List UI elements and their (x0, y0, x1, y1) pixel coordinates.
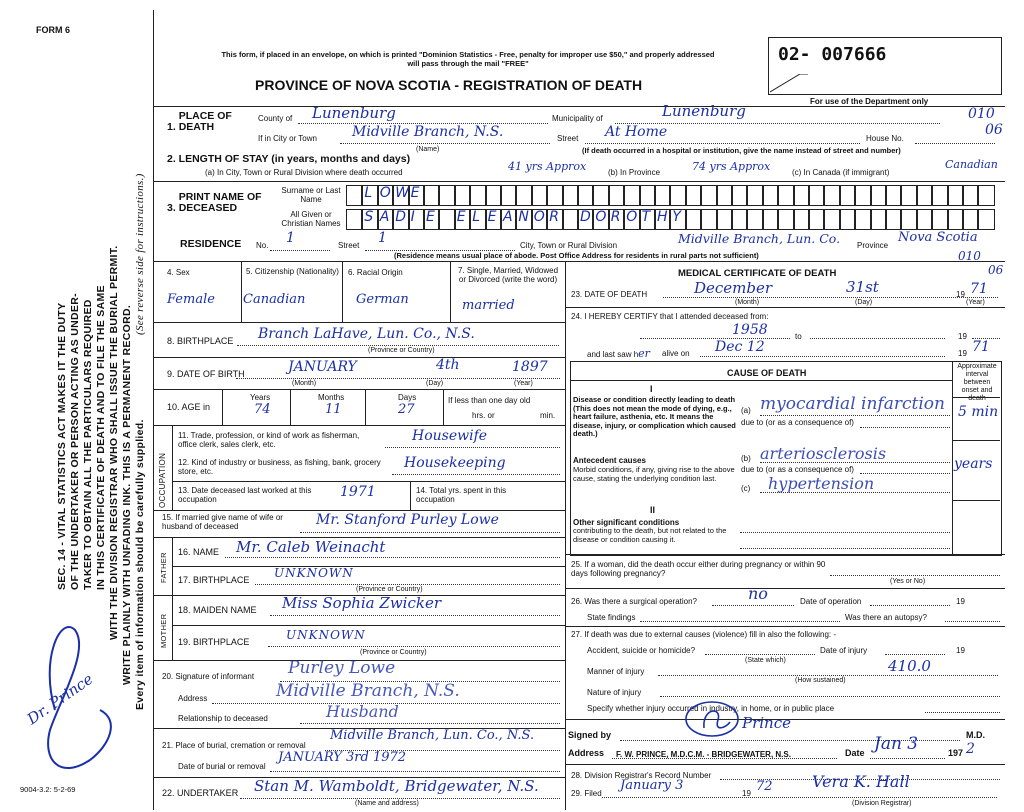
informant-sig-label: 20. Signature of informant (162, 672, 255, 681)
mother-name-label: 18. MAIDEN NAME (178, 605, 257, 615)
name-letter: O (595, 209, 607, 225)
death-year: 71 (970, 281, 988, 297)
street-value: At Home (605, 124, 668, 140)
name-letter: E (456, 209, 466, 225)
spouse-label: 15. If married give name of wife or husband of deceased (162, 513, 283, 531)
father-birthplace: UNKNOWN (274, 566, 354, 580)
box-corner-icon (770, 74, 810, 96)
certify-label: 24. I HEREBY CERTIFY that I attended deceased from: (571, 312, 769, 321)
registration-number: 02- 007666 (778, 44, 887, 65)
name-letter: A (379, 209, 390, 225)
racial-value: German (356, 292, 409, 307)
signed-address-label: Address (568, 748, 605, 758)
mother-name: Miss Sophia Zwicker (282, 594, 441, 612)
total-years-label: 14. Total yrs. spent in this occupation (416, 486, 507, 504)
cause-a: myocardial infarction (760, 394, 945, 414)
name-letter: D (580, 209, 591, 225)
filed-year: 72 (756, 779, 773, 794)
birthplace-hint: (Province or Country) (368, 347, 435, 354)
form-title: PROVINCE OF NOVA SCOTIA - REGISTRATION OF DEATH (255, 77, 643, 93)
surname-label: Surname or Last Name (281, 186, 341, 204)
operation-value: no (748, 584, 768, 603)
antecedent-label: Antecedent causes (573, 456, 646, 465)
stay-label: 2. LENGTH OF STAY (in years, months and days) (167, 153, 411, 165)
undertaker-value: Stan M. Wamboldt, Bridgewater, N.S. (254, 777, 539, 795)
residence-no-label: No. (256, 241, 269, 250)
municipality-label: Municipality of (552, 114, 603, 123)
record-number-label: 28. Division Registrar's Record Number (571, 771, 712, 780)
dob-month: JANUARY (288, 359, 357, 375)
operation-label: 26. Was there a surgical operation? (571, 597, 697, 606)
dob-day: 4th (436, 357, 460, 373)
mother-side-label: MOTHER (159, 613, 168, 648)
trade-label: 11. Trade, profession, or kind of work as fisherman, office clerk, sales clerk, etc. (178, 431, 360, 449)
age-days: 27 (398, 402, 415, 417)
residence-province-label: Province (857, 241, 889, 250)
stay-b-label: (b) In Province (608, 168, 661, 177)
residence-no: 1 (286, 230, 295, 246)
name-letter: R (610, 209, 621, 225)
father-birthplace-label: 17. BIRTHPLACE (178, 575, 250, 585)
doctor-signature: Prince (742, 714, 791, 732)
name-letter: A (503, 209, 513, 225)
county-value: Lunenburg (312, 104, 396, 122)
spouse-value: Mr. Stanford Purley Lowe (316, 512, 499, 528)
citizenship-value: Canadian (243, 292, 306, 307)
name-letter: O (626, 209, 638, 225)
side-instructions-5: WITH THE DIVISION REGISTRAR WHO SHALL ISSUE THE BURIAL PERMIT. (108, 245, 120, 640)
municipality-value: Lunenburg (662, 102, 746, 120)
signed-label: Signed by (568, 730, 612, 740)
house-label: House No. (866, 134, 904, 143)
stay-c-label: (c) In Canada (if immigrant) (792, 168, 890, 177)
name-letter: W (395, 185, 410, 201)
external-code: 410.0 (888, 657, 931, 675)
side-instructions-4: IN THIS CERTIFICATE OF DEATH AND TO FILE THE SAME (95, 285, 107, 590)
residence-division: Midville Branch, Lun. Co. (678, 231, 841, 246)
side-instructions-3: TAKER TO OBTAIN ALL THE PARTICULARS REQUIRED (82, 299, 94, 590)
sex-label: 4. Sex (167, 268, 190, 277)
marital-label: 7. Single, Married, Widowed or Divorced (write the word) (457, 266, 559, 284)
form-label: FORM 6 (36, 25, 71, 35)
last-saw-gender: er (638, 347, 650, 360)
name-letter-box (977, 185, 994, 206)
name-letter: R (549, 209, 559, 225)
dob-label: 9. DATE OF BIRTH (167, 369, 245, 379)
mother-birthplace-label: 19. BIRTHPLACE (178, 637, 250, 647)
margin-signature-scribble (0, 600, 150, 800)
name-letter: O (379, 185, 391, 201)
informant-relationship: Husband (326, 702, 399, 721)
name-letter: N (518, 209, 529, 225)
side-instructions-2: OF THE UNDERTAKER OR PERSON ACTING AS UNDER- (69, 293, 81, 590)
filed-label: 29. Filed (571, 789, 602, 798)
father-name-label: 16. NAME (178, 547, 220, 557)
racial-label: 6. Racial Origin (348, 268, 403, 277)
county-label: County of (258, 114, 293, 123)
signed-year: 2 (966, 741, 975, 757)
external-label: 27. If death was due to external causes (violence) fill in also the following: - (571, 630, 837, 639)
informant-address-label: Address (178, 694, 208, 703)
death-day: 31st (846, 278, 879, 296)
father-name: Mr. Caleb Weinacht (236, 538, 386, 556)
stay-b-value: 74 yrs Approx (692, 160, 771, 173)
informant-address: Midville Branch, N.S. (276, 681, 460, 701)
given-grid (346, 209, 996, 229)
residence-street: 1 (378, 230, 387, 246)
immediate-cause-label: Disease or condition directly leading to death (This does not mean the mode of dying, e.g., heart failure, asthenia, etc. It means the disease, injury, or complication which caused death.) (573, 395, 736, 438)
residence-street-label: Street (338, 241, 360, 250)
name-letter: E (487, 209, 497, 225)
trade-value: Housewife (412, 428, 488, 444)
undertaker-label: 22. UNDERTAKER (162, 788, 239, 798)
name-letter: H (657, 209, 668, 225)
medical-title: MEDICAL CERTIFICATE OF DEATH (678, 268, 837, 279)
stay-a-label: (a) In City, Town or Rural Division where death occurred (205, 168, 403, 177)
informant-signature: Purley Lowe (288, 658, 396, 678)
other-conditions-label: Other significant conditions (573, 518, 680, 527)
hospital-note: (If death occurred in a hospital or institution, give the name instead of street and number) (582, 146, 901, 155)
dept-code-1: 010 (968, 106, 995, 122)
given-label: All Given or Christian Names (281, 210, 341, 228)
industry-value: Housekeeping (404, 455, 506, 471)
name-letter: Y (672, 209, 681, 225)
residence-note: (Residence means usual place of abode. Post Office Address for residents in rural parts not sufficient) (394, 251, 759, 260)
form-code: 9004-3.2: 5-2-69 (20, 785, 76, 794)
side-instructions-8: Every item of information should be carefully supplied. (134, 419, 146, 710)
margin-signature: Dr. Prince (23, 669, 97, 729)
birthplace-value: Branch LaHave, Lun. Co., N.S. (258, 326, 475, 342)
alive-on-date: Dec 12 (715, 339, 765, 355)
city-value: Midville Branch, N.S. (352, 124, 504, 140)
side-instructions-1: SEC. 14 - VITAL STATISTICS ACT MAKES IT THE DUTY (56, 302, 68, 590)
cause-c: hypertension (768, 474, 875, 493)
signed-address: F. W. PRINCE, M.D.C.M. - BRIDGEWATER, N.S. (616, 750, 791, 759)
marital-value: married (462, 298, 515, 313)
cause-title: CAUSE OF DEATH (727, 368, 807, 378)
age-label: 10. AGE in (167, 402, 211, 412)
form-left-border (153, 10, 154, 810)
name-letter: S (364, 209, 374, 225)
stay-a-value: 41 yrs Approx (508, 160, 587, 173)
name-letter: E (410, 185, 420, 201)
attended-from: 1958 (732, 322, 768, 338)
name-letter: I (410, 209, 415, 225)
last-worked-label: 13. Date deceased last worked at this occupation (178, 486, 312, 504)
filed-date: January 3 (620, 778, 684, 793)
dob-year: 1897 (512, 359, 548, 375)
dept-code-2: 06 (985, 122, 1003, 138)
side-instructions-7: (See reverse side for instructions.) (134, 173, 146, 335)
mail-notice: This form, if placed in an envelope, on which is printed "Dominion Statistics - Free, penalty for improper use $50," and properly addressed will pass through the mail "FREE" (221, 50, 715, 68)
burial-date: JANUARY 3rd 1972 (278, 750, 407, 765)
citizenship-label: 5. Citizenship (Nationality) (246, 267, 339, 276)
stay-c-value: Canadian (945, 158, 998, 171)
burial-date-label: Date of burial or removal (178, 762, 266, 771)
residence-label: RESIDENCE (180, 238, 242, 250)
name-label: 3. PRINT NAME OF DECEASED (167, 191, 262, 214)
place-title: PLACE OF DEATH (178, 110, 232, 133)
age-years: 74 (254, 402, 271, 417)
city-name-hint: (Name) (416, 146, 440, 153)
sex-value: Female (167, 292, 215, 307)
doctor-signature-loop (682, 698, 742, 740)
death-date-label: 23. DATE OF DEATH (571, 290, 648, 299)
name-letter: L (364, 185, 373, 201)
burial-place-label: 21. Place of burial, cremation or removal (162, 741, 306, 750)
name-letter: D (395, 209, 406, 225)
interval-b: years (954, 456, 993, 472)
cause-b: arteriosclerosis (760, 444, 887, 463)
registrar-signature: Vera K. Hall (812, 772, 910, 791)
place-label (167, 111, 237, 133)
interval-a: 5 min (958, 404, 999, 420)
signed-date: Jan 3 (874, 734, 919, 754)
death-month: December (694, 279, 773, 297)
last-saw-label: and last saw her (587, 347, 650, 360)
dept-code-4: 06 (988, 263, 1004, 277)
burial-place: Midville Branch, Lun. Co., N.S. (330, 728, 535, 743)
pregnancy-label: 25. If a woman, did the death occur either during pregnancy or within 90 days following pregnancy? (571, 560, 826, 578)
last-worked-value: 1971 (340, 484, 376, 500)
father-side-label: FATHER (159, 552, 168, 583)
street-label: Street (557, 134, 579, 143)
name-letter: T (641, 209, 651, 225)
name-letter: O (533, 209, 545, 225)
residence-division-label: City, Town or Rural Division (520, 241, 618, 250)
side-instructions-6: WRITE PLAINLY WITH UNFADING INK. THIS IS A PERMANENT RECORD. (121, 304, 133, 685)
dept-use-label: For use of the Department only (810, 97, 929, 106)
residence-province: Nova Scotia (898, 230, 978, 245)
birthplace-label: 8. BIRTHPLACE (167, 336, 234, 346)
city-label: If in City or Town (258, 134, 317, 143)
age-months: 11 (325, 402, 342, 417)
informant-relationship-label: Relationship to deceased (178, 714, 268, 723)
name-letter: L (472, 209, 480, 225)
name-letter: E (426, 209, 435, 225)
place-num: 1. (167, 121, 176, 133)
industry-label: 12. Kind of industry or business, as fishing, bank, grocery store, etc. (178, 458, 381, 476)
occupation-side-label: OCCUPATION (158, 452, 167, 508)
dept-code-3: 010 (958, 249, 981, 263)
interval-title: Approximate interval between onset and death (957, 363, 997, 402)
alive-on-year: 71 (972, 339, 990, 355)
name-letter-box (977, 209, 994, 230)
mother-birthplace: UNKNOWN (286, 628, 366, 642)
surname-grid (346, 185, 996, 205)
